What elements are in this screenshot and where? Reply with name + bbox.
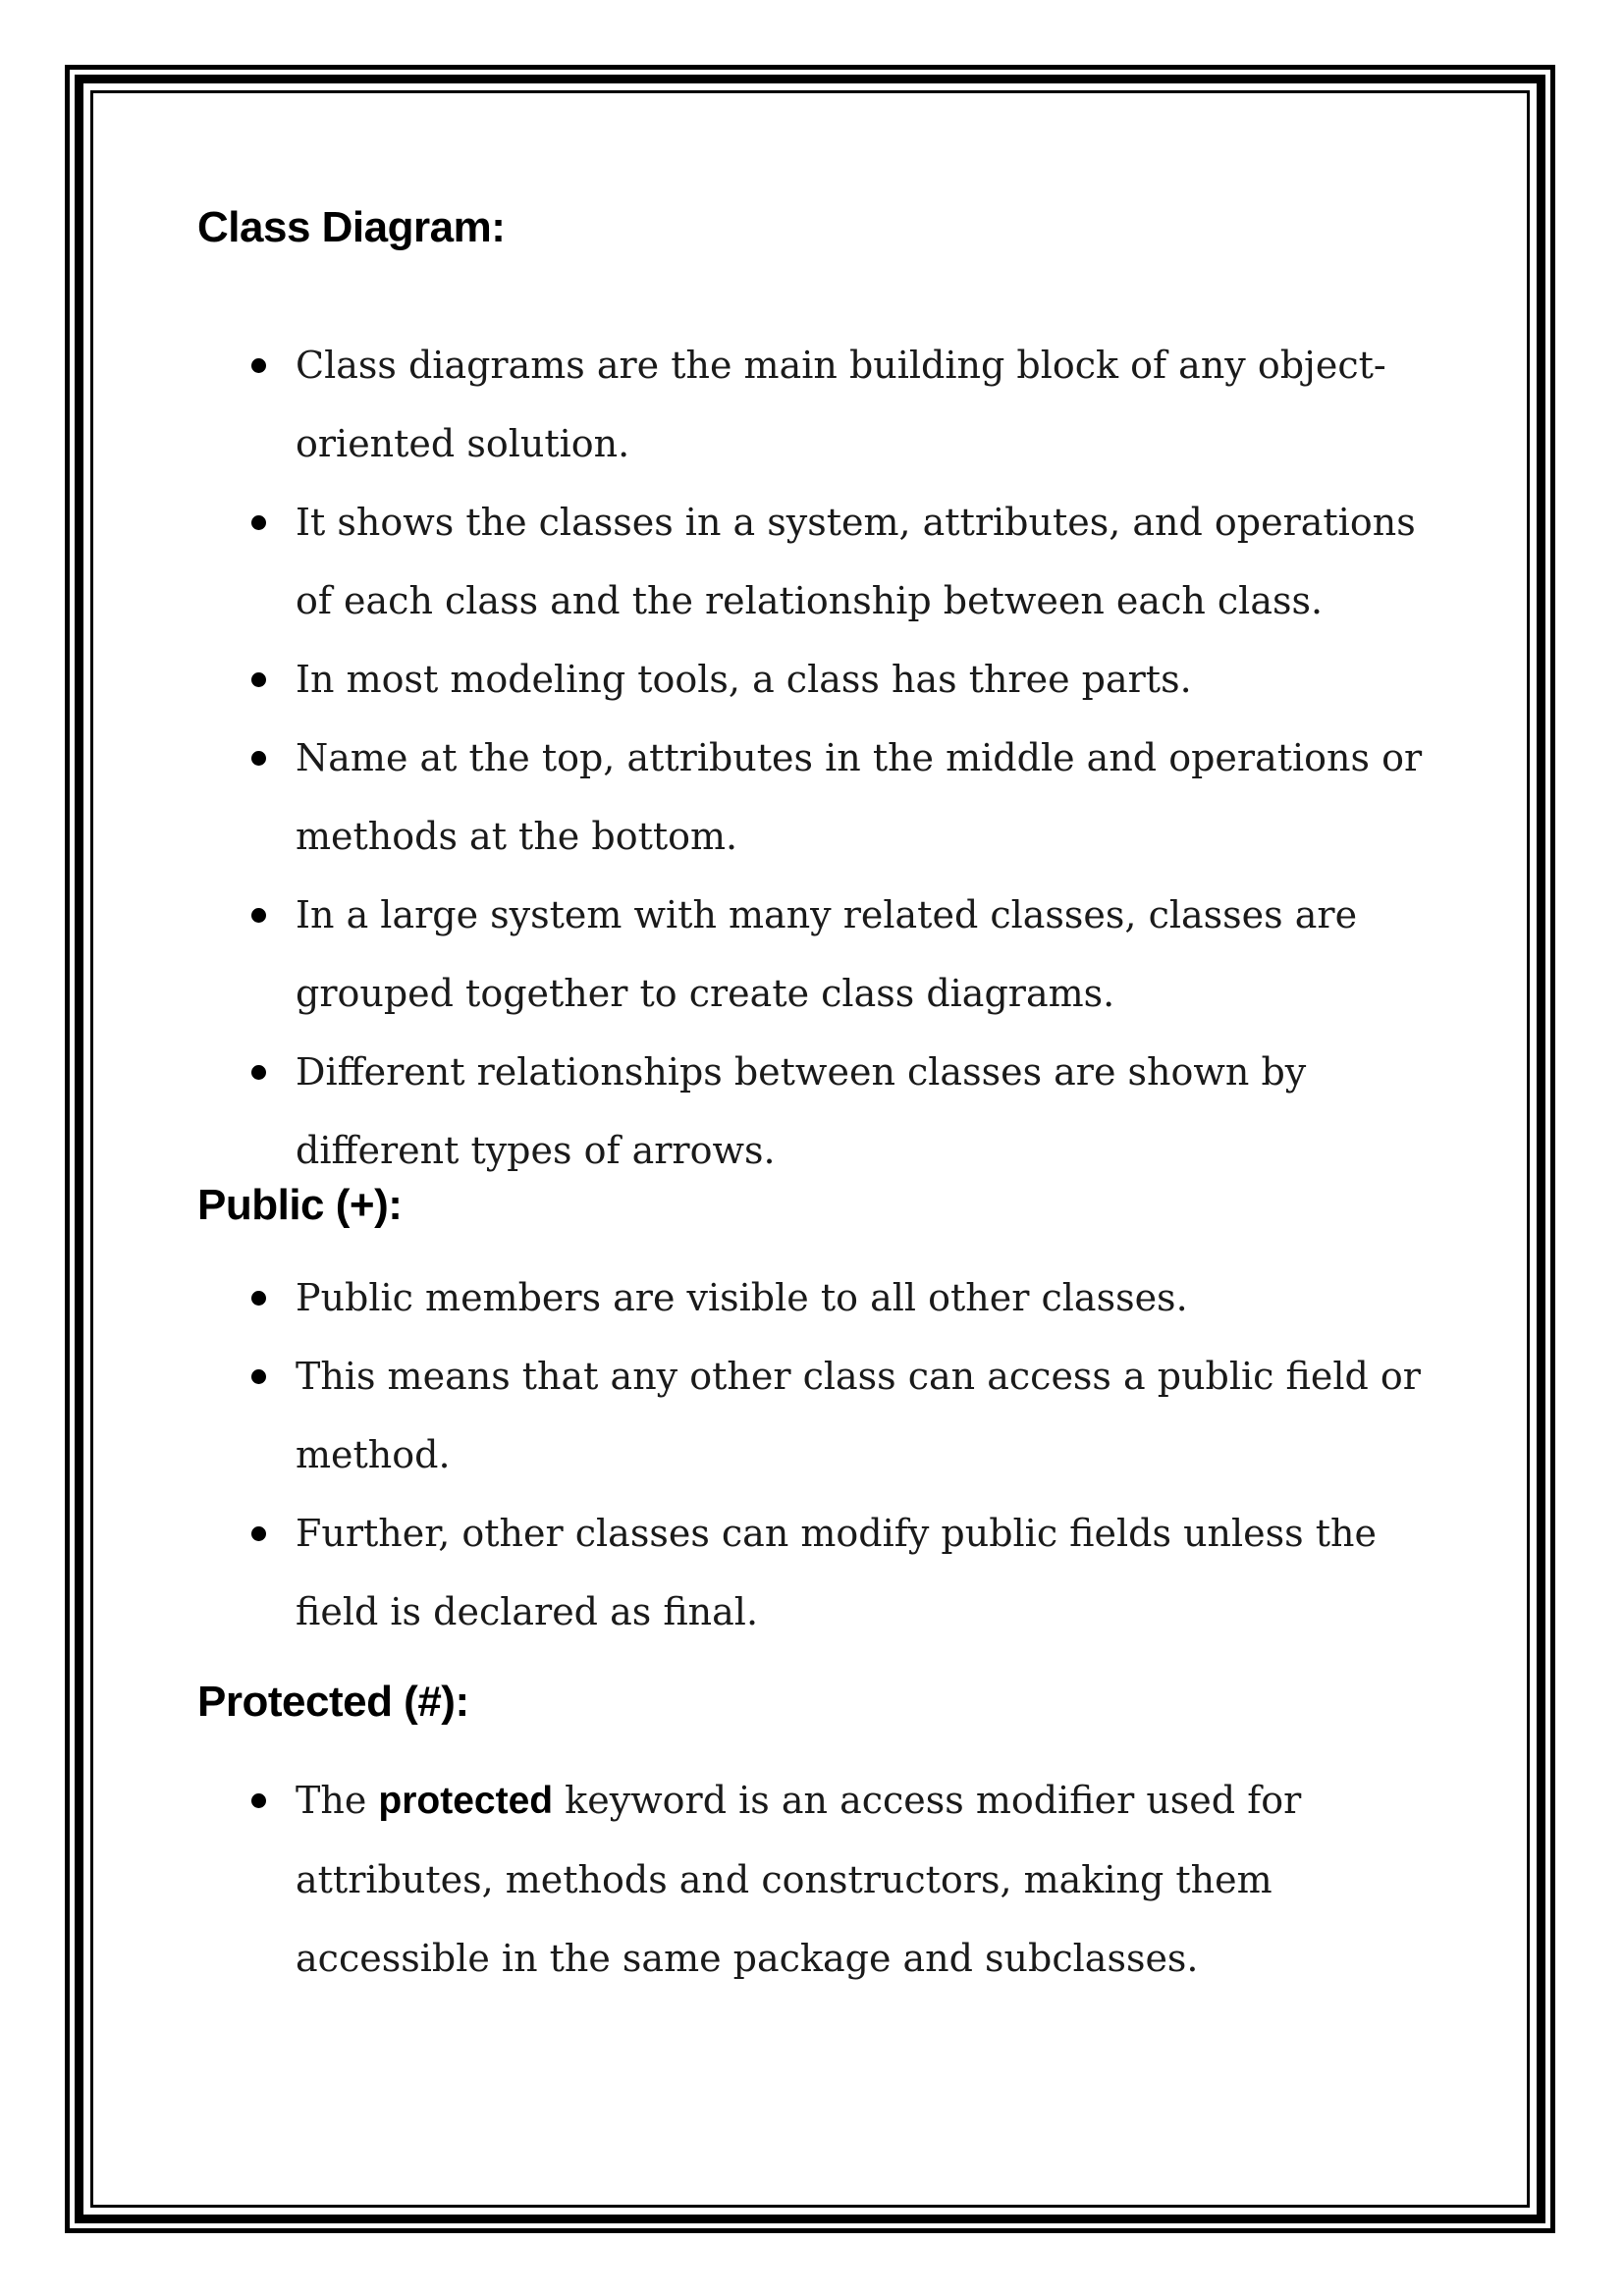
text-after-keyword: keyword is an access modifier used for attributes, methods and constructors, making them accessible in the same package and subclasses. (296, 1779, 1302, 1980)
protected-bullet-list (197, 1761, 1444, 1998)
list-item (197, 1337, 1444, 1494)
list-item (197, 1494, 1444, 1651)
bullet-icon (251, 672, 266, 687)
public-bullet-list (197, 1258, 1444, 1651)
heading-protected: Protected (#): (197, 1678, 469, 1726)
list-item-text: Public members are visible to all other classes. (296, 1276, 1188, 1319)
list-item (197, 483, 1444, 640)
list-item-text: Further, other classes can modify public fields unless the field is declared as final. (296, 1512, 1377, 1633)
bullet-icon (251, 1526, 266, 1541)
list-item-text (296, 1779, 1301, 1980)
heading-public: Public (+): (197, 1181, 403, 1229)
bullet-icon (251, 908, 266, 923)
bullet-icon (251, 1793, 266, 1808)
list-item (197, 1033, 1444, 1190)
list-item (197, 876, 1444, 1033)
bullet-icon (251, 751, 266, 766)
text-before-keyword: The (296, 1779, 379, 1822)
list-item (197, 640, 1444, 719)
list-item (197, 1258, 1444, 1337)
list-item-text: In a large system with many related classes, classes are grouped together to create class diagrams. (296, 893, 1358, 1015)
bullet-icon (251, 515, 266, 530)
list-item-text: Different relationships between classes are shown by different types of arrows. (296, 1050, 1307, 1172)
list-item-text: In most modeling tools, a class has three parts. (296, 658, 1192, 701)
document-body (197, 196, 1444, 1998)
heading-class-diagram: Class Diagram: (197, 203, 506, 251)
class-diagram-bullet-list (197, 326, 1444, 1190)
bullet-icon (251, 1369, 266, 1384)
bullet-icon (251, 1065, 266, 1080)
list-item (197, 1761, 1444, 1998)
bullet-icon (251, 1291, 266, 1306)
list-item-text: It shows the classes in a system, attributes, and operations of each class and the relationship between each class. (296, 501, 1416, 622)
list-item-text: This means that any other class can access a public field or method. (296, 1355, 1421, 1476)
list-item-text: Class diagrams are the main building block of any object-oriented solution. (296, 344, 1386, 465)
protected-keyword: protected (378, 1780, 554, 1822)
list-item (197, 326, 1444, 483)
list-item-text: Name at the top, attributes in the middle and operations or methods at the bottom. (296, 736, 1423, 858)
list-item (197, 719, 1444, 876)
bullet-icon (251, 358, 266, 373)
